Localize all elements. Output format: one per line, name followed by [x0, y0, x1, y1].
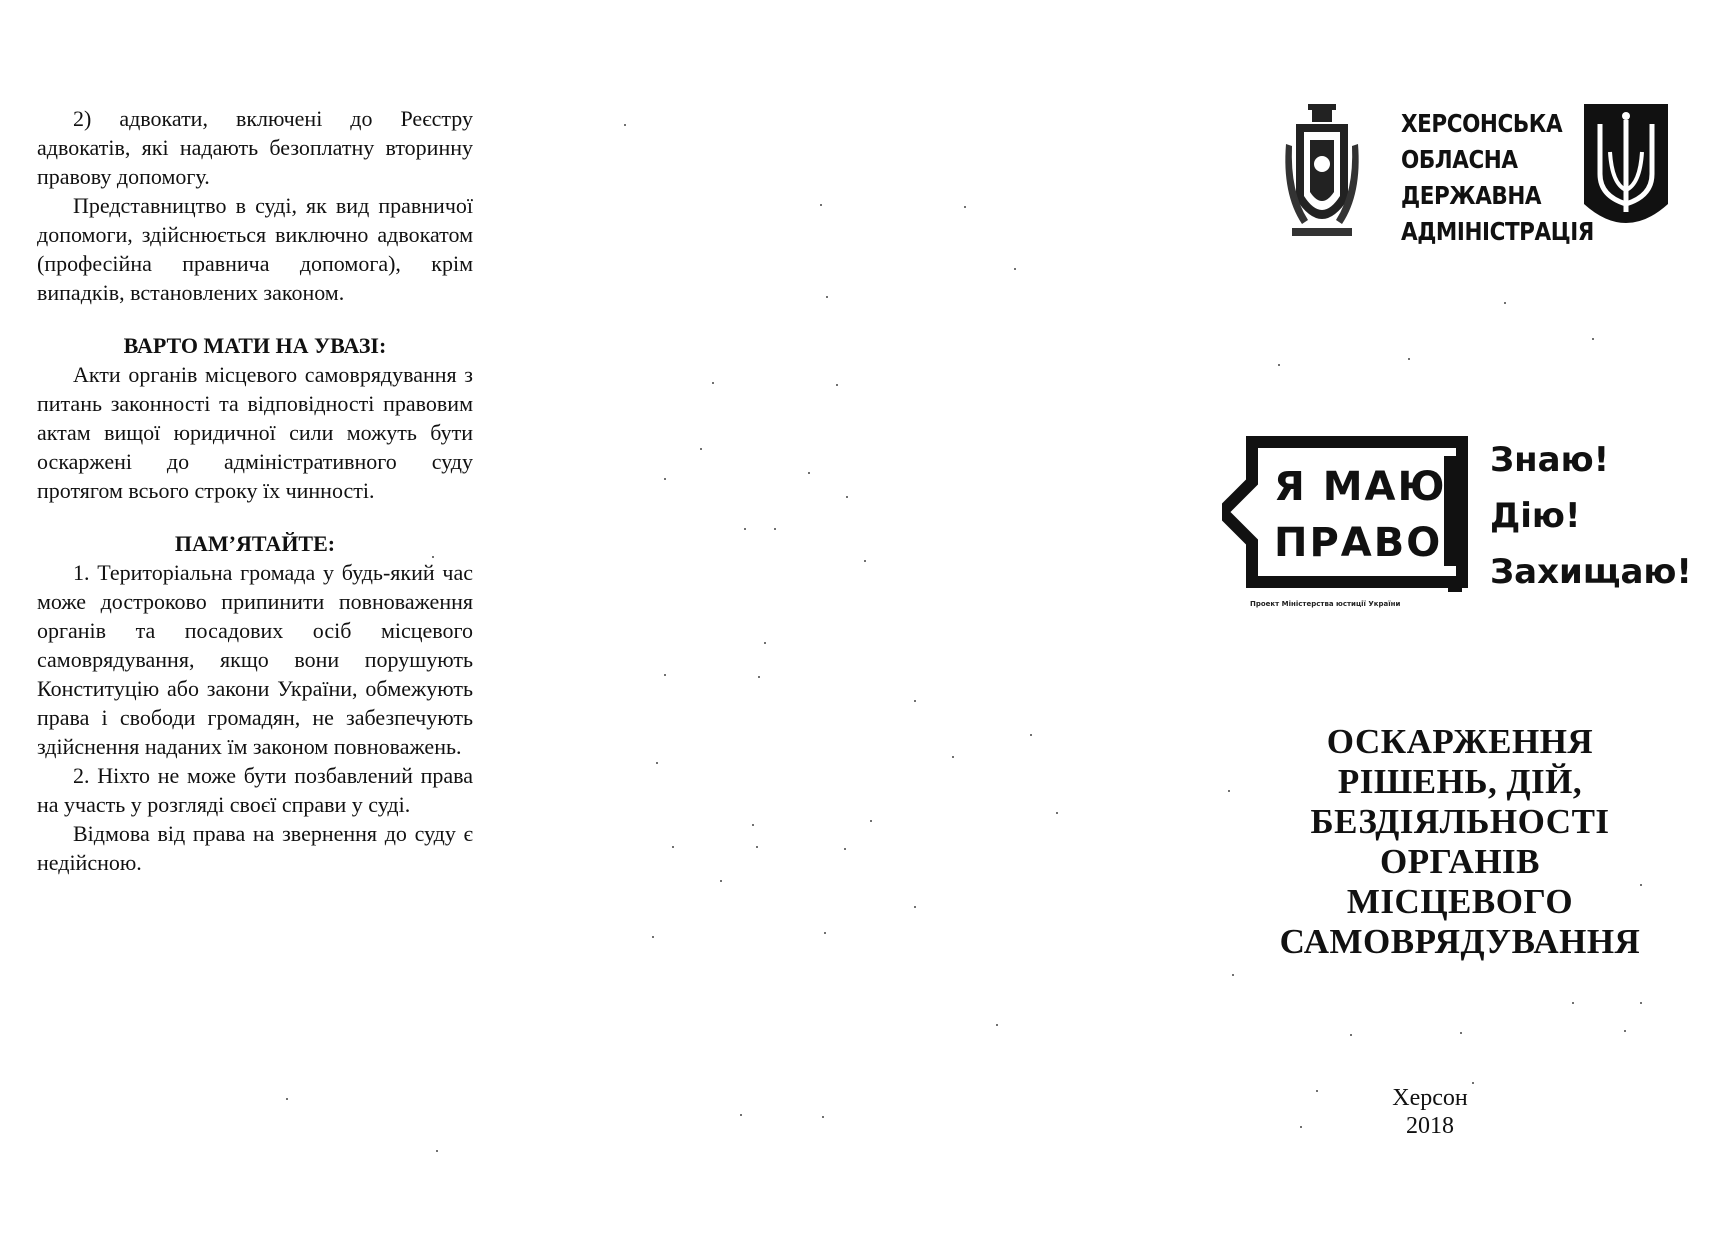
- title-line: МІСЦЕВОГО: [1346, 882, 1574, 921]
- scan-speck: [1572, 1002, 1574, 1004]
- scan-speck: [1472, 1082, 1474, 1084]
- slogan-line: Дію!: [1490, 496, 1581, 536]
- scan-speck: [656, 762, 658, 764]
- org-line: ХЕРСОНСЬКА: [1401, 109, 1563, 138]
- scan-speck: [1350, 1034, 1352, 1036]
- scan-speck: [1030, 734, 1032, 736]
- slogan-line: Захищаю!: [1490, 552, 1692, 592]
- org-line: ОБЛАСНА: [1401, 145, 1518, 174]
- brochure-title: [1240, 722, 1680, 962]
- scan-speck: [1640, 884, 1642, 886]
- scan-speck: [844, 848, 846, 850]
- title-line: БЕЗДІЯЛЬНОСТІ: [1310, 802, 1610, 841]
- scan-speck: [756, 846, 758, 848]
- year: 2018: [1406, 1113, 1454, 1139]
- scan-speck: [700, 448, 702, 450]
- paragraph-no-deprivation: 2. Ніхто не може бути позбавлений права на участь у розгляді своєї справи у суді.: [37, 763, 473, 817]
- scan-speck: [664, 674, 666, 676]
- scan-speck: [824, 932, 826, 934]
- scan-speck: [652, 936, 654, 938]
- scan-speck: [1592, 338, 1594, 340]
- scan-speck: [1624, 1030, 1626, 1032]
- org-line: ДЕРЖАВНА: [1401, 181, 1542, 210]
- organization-name: [1401, 106, 1594, 250]
- scan-speck: [1316, 1090, 1318, 1092]
- heading-note: ВАРТО МАТИ НА УВАЗІ:: [123, 333, 387, 358]
- publication-place: [1330, 1084, 1530, 1140]
- paragraph-advocates: 2) адвокати, включені до Реєстру адвокатів, які надають безоплатну вторинну правову допомогу.: [37, 106, 473, 189]
- scan-speck: [672, 846, 674, 848]
- title-line: ОСКАРЖЕННЯ: [1326, 722, 1594, 761]
- scan-speck: [624, 124, 626, 126]
- scan-speck: [1014, 268, 1016, 270]
- kherson-coat-of-arms-icon: [1282, 104, 1362, 244]
- paragraph-representation: Представництво в суді, як вид правничої допомоги, здійснюється виключно адвокатом (професійна правнича допомога), крім випадків, встановлених законом.: [37, 193, 473, 305]
- scan-speck: [1504, 302, 1506, 304]
- scan-speck: [758, 676, 760, 678]
- organization-header: [1282, 104, 1702, 254]
- scan-speck: [864, 560, 866, 562]
- scan-speck: [1408, 358, 1410, 360]
- scan-speck: [1278, 364, 1280, 366]
- title-line: САМОВРЯДУВАННЯ: [1279, 922, 1641, 961]
- scan-speck: [822, 1116, 824, 1118]
- heading-remember: ПАМ’ЯТАЙТЕ:: [174, 531, 336, 556]
- scan-speck: [964, 206, 966, 208]
- scan-speck: [914, 906, 916, 908]
- city: Херсон: [1392, 1085, 1468, 1111]
- scan-speck: [1640, 1002, 1642, 1004]
- scan-speck: [740, 1114, 742, 1116]
- scan-speck: [712, 382, 714, 384]
- scan-speck: [808, 472, 810, 474]
- scan-speck: [286, 1098, 288, 1100]
- scan-speck: [720, 880, 722, 882]
- scan-speck: [870, 820, 872, 822]
- paragraph-acts: Акти органів місцевого самоврядування з питань законності та відповідності правовим актам вищої юридичної сили можуть бути оскаржені до адміністративного суду протягом всього строку їх чинності.: [37, 362, 473, 503]
- ukraine-trident-icon: [1584, 104, 1668, 242]
- scan-speck: [826, 296, 828, 298]
- logo-line1: Я МАЮ: [1274, 464, 1447, 510]
- scan-speck: [764, 642, 766, 644]
- scan-speck: [436, 1150, 438, 1152]
- title-line: РІШЕНЬ, ДІЙ,: [1337, 762, 1583, 801]
- scan-speck: [752, 824, 754, 826]
- scan-speck: [914, 700, 916, 702]
- org-line: АДМІНІСТРАЦІЯ: [1401, 217, 1594, 246]
- scan-speck: [664, 478, 666, 480]
- slogan: [1490, 432, 1692, 600]
- scan-speck: [820, 204, 822, 206]
- scan-speck: [1460, 1032, 1462, 1034]
- scan-speck: [1232, 974, 1234, 976]
- paragraph-refusal: Відмова від права на звернення до суду є недійсною.: [37, 821, 473, 875]
- scan-speck: [432, 556, 434, 558]
- scan-speck: [1228, 790, 1230, 792]
- ya-mayu-pravo-logo: [1222, 432, 1702, 622]
- scan-speck: [1300, 1126, 1302, 1128]
- scan-speck: [952, 756, 954, 758]
- scan-speck: [836, 384, 838, 386]
- left-panel-text: [37, 104, 473, 877]
- scan-speck: [846, 496, 848, 498]
- scan-speck: [1056, 812, 1058, 814]
- paragraph-community: 1. Територіальна громада у будь-який час може достроково припинити повноваження органів та посадових осіб місцевого самоврядування, якщо вони порушують Конституцію або закони України, обмежують права і свободи громадян, не забезпечують здійснення наданих їм законом повноважень.: [37, 560, 473, 759]
- logo-caption: Проект Міністерства юстиції України: [1250, 600, 1401, 608]
- slogan-line: Знаю!: [1490, 440, 1610, 480]
- logo-line2: ПРАВО: [1274, 520, 1443, 566]
- scan-speck: [744, 528, 746, 530]
- title-line: ОРГАНІВ: [1379, 842, 1541, 881]
- scan-speck: [996, 1024, 998, 1026]
- scan-speck: [774, 528, 776, 530]
